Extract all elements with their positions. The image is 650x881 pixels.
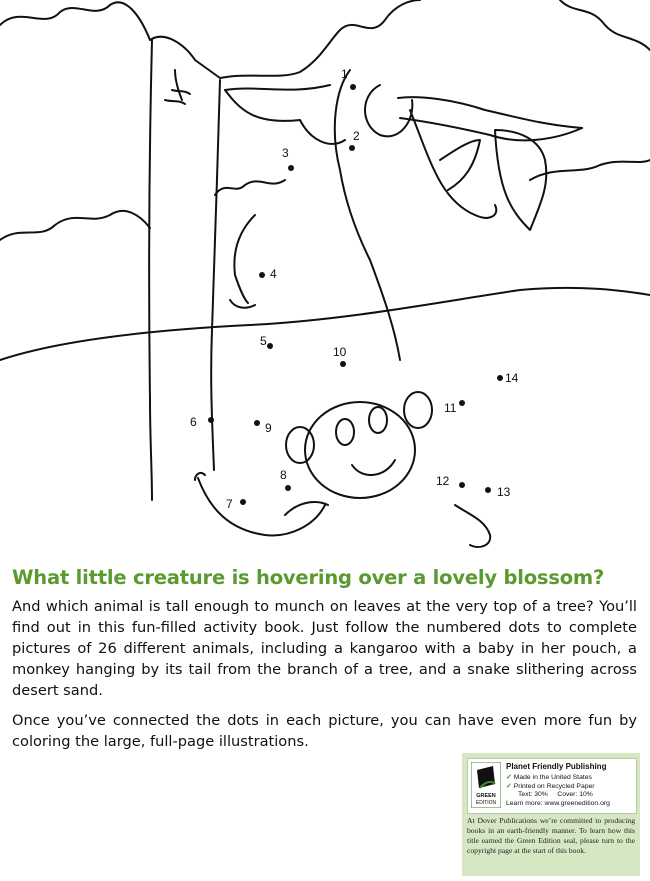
checkmark-icon: ✓ bbox=[506, 774, 512, 781]
dot-label: 10 bbox=[333, 345, 347, 359]
tree-canopy bbox=[0, 0, 420, 78]
dot-label: 11 bbox=[444, 401, 457, 415]
dot-label: 3 bbox=[282, 146, 289, 160]
banana-bunch bbox=[198, 478, 325, 535]
dot-label: 6 bbox=[190, 415, 197, 429]
checkmark-icon: ✓ bbox=[506, 783, 512, 790]
dot-label: 1 bbox=[341, 67, 348, 81]
dot-label: 13 bbox=[497, 485, 511, 499]
seal-check-item: ✓ Printed on Recycled Paper bbox=[506, 783, 595, 790]
green-edition-description: At Dover Publications we’re committed to producing books in an earth-friendly manner. To learn how this title earned the Green Edition seal, please turn to the copyright page at the start of this book. bbox=[467, 816, 635, 855]
headline: What little creature is hovering over a lovely blossom? bbox=[12, 566, 605, 589]
body-paragraph: And which animal is tall enough to munch on leaves at the very top of a tree? You’ll find out in this fun-filled activity book. Just follow the numbered dots to complete pictures of 26 different animals, including a kangaroo with a baby in her pouch, a monkey hanging by its tail from the branch of a tree, and a snake slithering across desert sand. bbox=[12, 598, 637, 699]
dot-label: 14 bbox=[505, 371, 519, 385]
seal-stats: Text: 30% Cover: 10% bbox=[518, 791, 593, 798]
logo-text: EDITION bbox=[475, 800, 497, 806]
seal-learn-more: Learn more: www.greenedition.org bbox=[506, 800, 610, 807]
tree-trunk bbox=[149, 40, 152, 500]
logo-text: GREEN bbox=[476, 793, 496, 799]
dot-label: 8 bbox=[280, 468, 287, 482]
green-edition-box bbox=[462, 753, 640, 876]
dot-label: 12 bbox=[436, 474, 450, 488]
dot-label: 5 bbox=[260, 334, 267, 348]
dot-label: 9 bbox=[265, 421, 272, 435]
green-edition-logo-icon bbox=[471, 762, 501, 808]
dot-label: 2 bbox=[353, 129, 360, 143]
seal-title: Planet Friendly Publishing bbox=[506, 762, 607, 771]
body-paragraph: Once you’ve connected the dots in each picture, you can have even more fun by coloring the large, full-page illustrations. bbox=[12, 712, 637, 750]
green-edition-seal bbox=[467, 758, 637, 814]
seal-check-item: ✓ Made in the United States bbox=[506, 774, 592, 781]
dot-label: 7 bbox=[226, 497, 233, 511]
dot-label: 4 bbox=[270, 267, 277, 281]
monkey-head bbox=[305, 402, 415, 498]
